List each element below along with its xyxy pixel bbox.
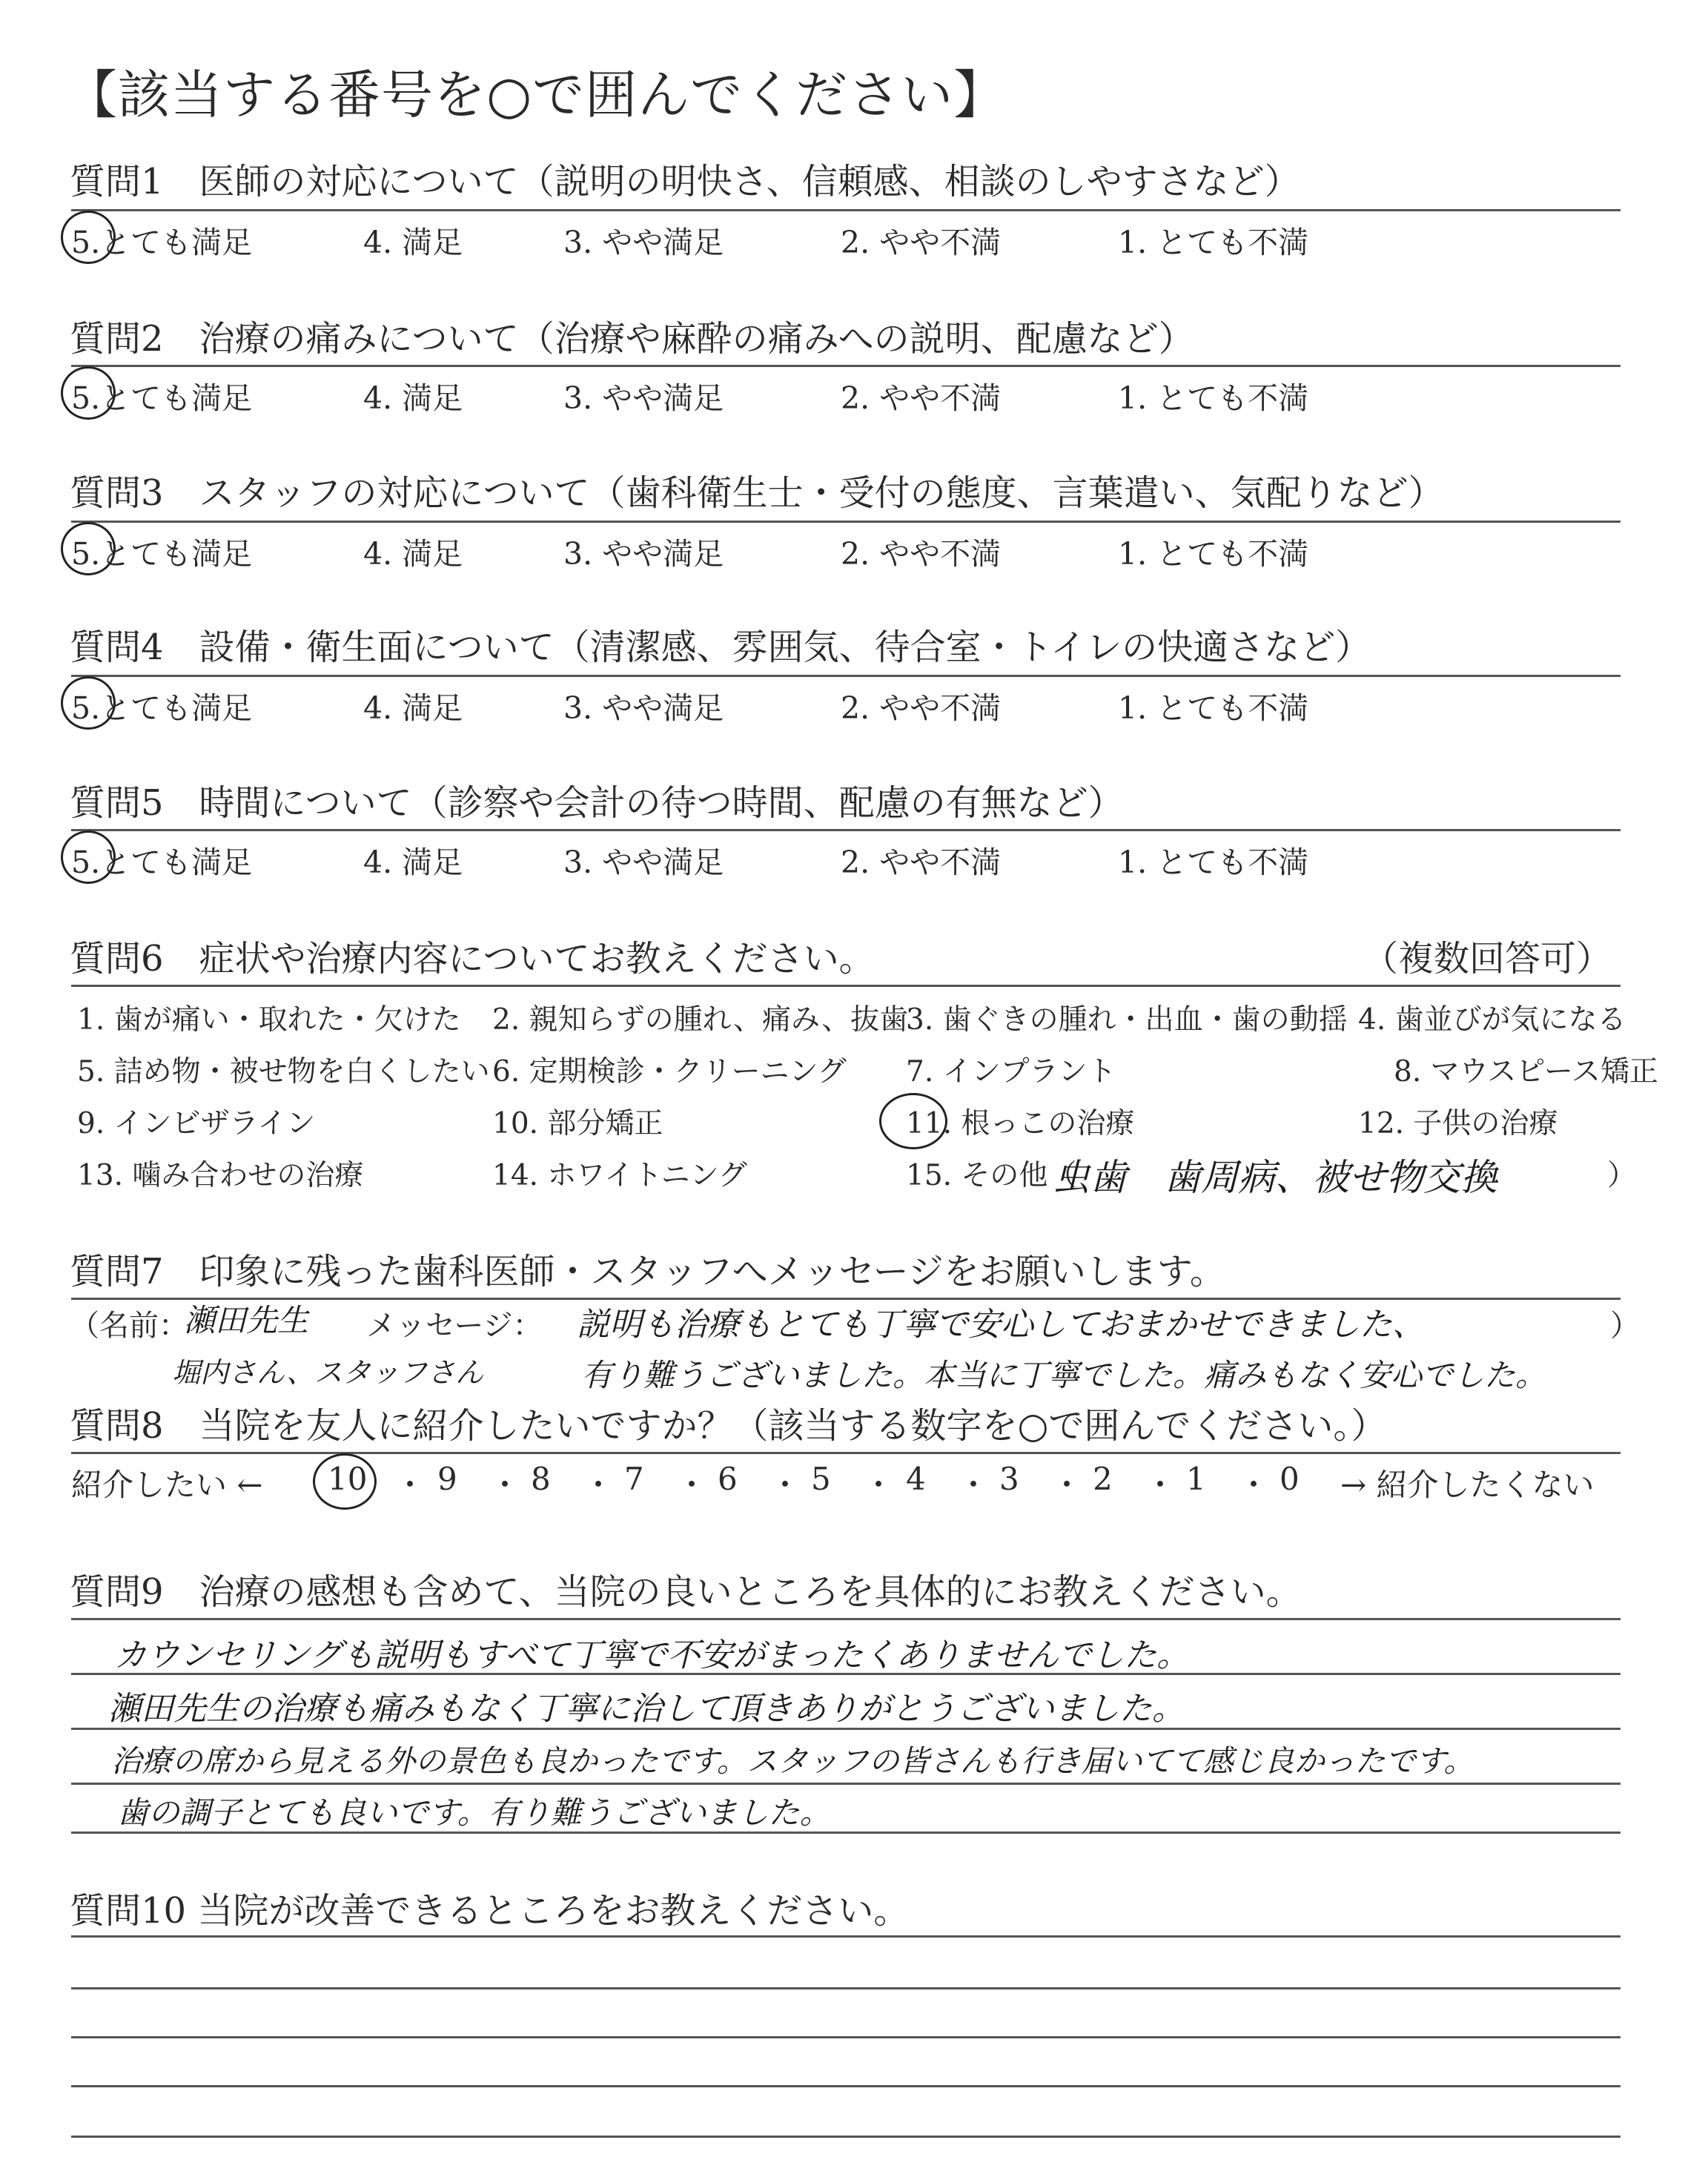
scale-value-5[interactable]: 5	[811, 1461, 831, 1497]
selection-circle	[313, 1453, 377, 1510]
symptom-option-5[interactable]: 5. 詰め物・被せ物を白くしたい	[77, 1055, 490, 1089]
scale-value-6[interactable]: 6	[718, 1461, 738, 1497]
divider	[71, 675, 1621, 677]
rating-option-4[interactable]: 4. 満足	[363, 845, 463, 880]
scale-separator: ・	[769, 1467, 801, 1503]
symptom-option-2[interactable]: 2. 親知らずの腫れ、痛み、抜歯	[492, 1003, 909, 1037]
recommend-label: 紹介したい ←	[71, 1467, 263, 1503]
rating-option-3[interactable]: 3. やや満足	[563, 225, 724, 260]
divider	[71, 209, 1621, 211]
scale-separator: ・	[958, 1467, 990, 1503]
symptom-option-15[interactable]: 15. その他（	[906, 1159, 1077, 1192]
rating-option-1[interactable]: 1. とても不満	[1118, 690, 1309, 726]
rating-option-5[interactable]: 5.とても満足	[71, 380, 253, 416]
rating-option-3[interactable]: 3. やや満足	[563, 380, 724, 416]
multiple-answers-note: （複数回答可）	[1363, 938, 1612, 980]
rating-option-4[interactable]: 4. 満足	[363, 225, 463, 260]
rating-option-3[interactable]: 3. やや満足	[563, 690, 724, 726]
question-7-title: 質問7 印象に残った歯科医師・スタッフへメッセージをお願いします。	[70, 1251, 1225, 1292]
scale-separator: ・	[863, 1467, 895, 1503]
handwritten-message-line-2: 有り難うございました。本当に丁寧でした。痛みもなく安心でした。	[581, 1357, 1547, 1393]
symptom-option-9[interactable]: 9. インビザライン	[77, 1107, 316, 1140]
handwritten-answer-line: 治療の席から見える外の景色も良かったです。スタッフの皆さんも行き届いてて感じ良かったです。	[111, 1743, 1474, 1779]
writing-line	[71, 1935, 1621, 1938]
scale-separator: ・	[676, 1467, 708, 1503]
scale-value-0[interactable]: 0	[1280, 1461, 1300, 1497]
rating-option-3[interactable]: 3. やや満足	[563, 845, 724, 880]
symptom-option-8[interactable]: 8. マウスピース矯正	[1394, 1055, 1658, 1089]
divider	[71, 1452, 1621, 1454]
symptom-option-1[interactable]: 1. 歯が痛い・取れた・欠けた	[77, 1003, 461, 1037]
handwritten-answer-line: カウンセリングも説明もすべて丁寧で不安がまったくありませんでした。	[114, 1636, 1190, 1674]
symptom-option-6[interactable]: 6. 定期検診・クリーニング	[492, 1055, 847, 1089]
handwritten-answer-line: 歯の調子とても良いです。有り難うございました。	[117, 1794, 831, 1831]
rating-option-2[interactable]: 2. やや不満	[841, 225, 1002, 260]
rating-option-4[interactable]: 4. 満足	[363, 380, 463, 416]
divider	[71, 829, 1621, 831]
question-1-title: 質問1 医師の対応について（説明の明快さ、信頼感、相談のしやすさなど）	[70, 161, 1300, 202]
selection-circle	[61, 676, 116, 730]
scale-value-10[interactable]: 10	[328, 1461, 368, 1497]
scale-separator: ・	[394, 1467, 426, 1503]
symptom-option-3[interactable]: 3. 歯ぐきの腫れ・出血・歯の動揺	[906, 1003, 1348, 1037]
scale-separator: ・	[489, 1467, 521, 1503]
symptom-option-7[interactable]: 7. インプラント	[906, 1055, 1116, 1089]
symptom-option-14[interactable]: 14. ホワイトニング	[492, 1159, 747, 1192]
question-6-title: 質問6 症状や治療内容についてお教えください。	[70, 938, 875, 980]
rating-option-1[interactable]: 1. とても不満	[1118, 225, 1309, 260]
writing-line	[71, 2036, 1621, 2038]
symptom-option-11[interactable]: 11. 根っこの治療	[906, 1107, 1135, 1140]
selection-circle	[61, 522, 116, 575]
writing-line	[71, 1987, 1621, 1989]
scale-value-8[interactable]: 8	[531, 1461, 551, 1497]
scale-separator: ・	[1145, 1467, 1176, 1503]
question-2-title: 質問2 治療の痛みについて（治療や麻酔の痛みへの説明、配慮など）	[70, 318, 1194, 360]
divider	[71, 985, 1621, 987]
rating-option-4[interactable]: 4. 満足	[363, 536, 463, 572]
message-label: メッセージ：	[366, 1309, 543, 1343]
handwritten-message-line-1: 説明も治療もとても丁寧で安心しておまかせできました、	[577, 1306, 1425, 1344]
scale-separator: ・	[1051, 1467, 1083, 1503]
scale-value-1[interactable]: 1	[1186, 1461, 1206, 1497]
symptom-option-10[interactable]: 10. 部分矯正	[492, 1107, 663, 1140]
other-handwritten-answer: 虫歯 歯周病、被せ物交換	[1053, 1156, 1497, 1199]
divider	[71, 521, 1621, 523]
question-9-title: 質問9 治療の感想も含めて、当院の良いところを具体的にお教えください。	[70, 1571, 1302, 1613]
writing-line	[71, 2136, 1621, 2138]
rating-option-2[interactable]: 2. やや不満	[841, 845, 1002, 880]
handwritten-name-line-1: 瀬田先生	[184, 1302, 309, 1338]
writing-line	[71, 1618, 1621, 1620]
scale-value-7[interactable]: 7	[624, 1461, 644, 1497]
scale-value-3[interactable]: 3	[999, 1461, 1019, 1497]
divider	[71, 365, 1621, 367]
question-4-title: 質問4 設備・衛生面について（清潔感、雰囲気、待合室・トイレの快適さなど）	[70, 627, 1371, 668]
handwritten-answer-line: 瀬田先生の治療も痛みもなく丁寧に治して頂きありがとうございました。	[108, 1690, 1185, 1728]
message-close-paren: ）	[1610, 1309, 1640, 1343]
other-close-paren: ）	[1607, 1159, 1637, 1192]
scale-separator: ・	[1238, 1467, 1270, 1503]
question-10-title: 質問10 当院が改善できるところをお教えください。	[70, 1890, 910, 1932]
symptom-option-12[interactable]: 12. 子供の治療	[1358, 1107, 1558, 1140]
selection-circle	[879, 1093, 947, 1149]
writing-line	[71, 1783, 1621, 1785]
form-heading: 【該当する番号を○で囲んでください】	[65, 65, 1007, 125]
rating-option-1[interactable]: 1. とても不満	[1118, 380, 1309, 416]
scale-value-4[interactable]: 4	[906, 1461, 926, 1497]
selection-circle	[61, 366, 116, 420]
scale-separator: ・	[583, 1467, 615, 1503]
rating-option-2[interactable]: 2. やや不満	[841, 536, 1002, 572]
rating-option-5[interactable]: 5.とても満足	[71, 690, 253, 726]
rating-option-5[interactable]: 5.とても満足	[71, 225, 253, 260]
rating-option-3[interactable]: 3. やや満足	[563, 536, 724, 572]
rating-option-2[interactable]: 2. やや不満	[841, 380, 1002, 416]
rating-option-5[interactable]: 5.とても満足	[71, 536, 253, 572]
handwritten-name-line-2: 堀内さん、スタッフさん	[172, 1356, 484, 1389]
name-label: （名前：	[70, 1309, 188, 1343]
question-3-title: 質問3 スタッフの対応について（歯科衛生士・受付の態度、言葉遣い、気配りなど）	[70, 472, 1444, 514]
rating-option-5[interactable]: 5.とても満足	[71, 845, 253, 880]
not-recommend-label: → 紹介したくない	[1340, 1467, 1595, 1503]
selection-circle	[61, 830, 116, 884]
question-8-title: 質問8 当院を友人に紹介したいですか？（該当する数字を○で囲んでください。）	[70, 1405, 1387, 1447]
symptom-option-13[interactable]: 13. 噛み合わせの治療	[77, 1159, 364, 1192]
rating-option-2[interactable]: 2. やや不満	[841, 690, 1002, 726]
rating-option-1[interactable]: 1. とても不満	[1118, 536, 1309, 572]
rating-option-1[interactable]: 1. とても不満	[1118, 845, 1309, 880]
scale-value-2[interactable]: 2	[1093, 1461, 1113, 1497]
selection-circle	[61, 211, 116, 264]
symptom-option-4[interactable]: 4. 歯並びが気になる	[1358, 1003, 1626, 1037]
rating-option-4[interactable]: 4. 満足	[363, 690, 463, 726]
scale-value-9[interactable]: 9	[437, 1461, 457, 1497]
question-5-title: 質問5 時間について（診察や会計の待つ時間、配慮の有無など）	[70, 782, 1124, 824]
writing-line	[71, 2085, 1621, 2087]
